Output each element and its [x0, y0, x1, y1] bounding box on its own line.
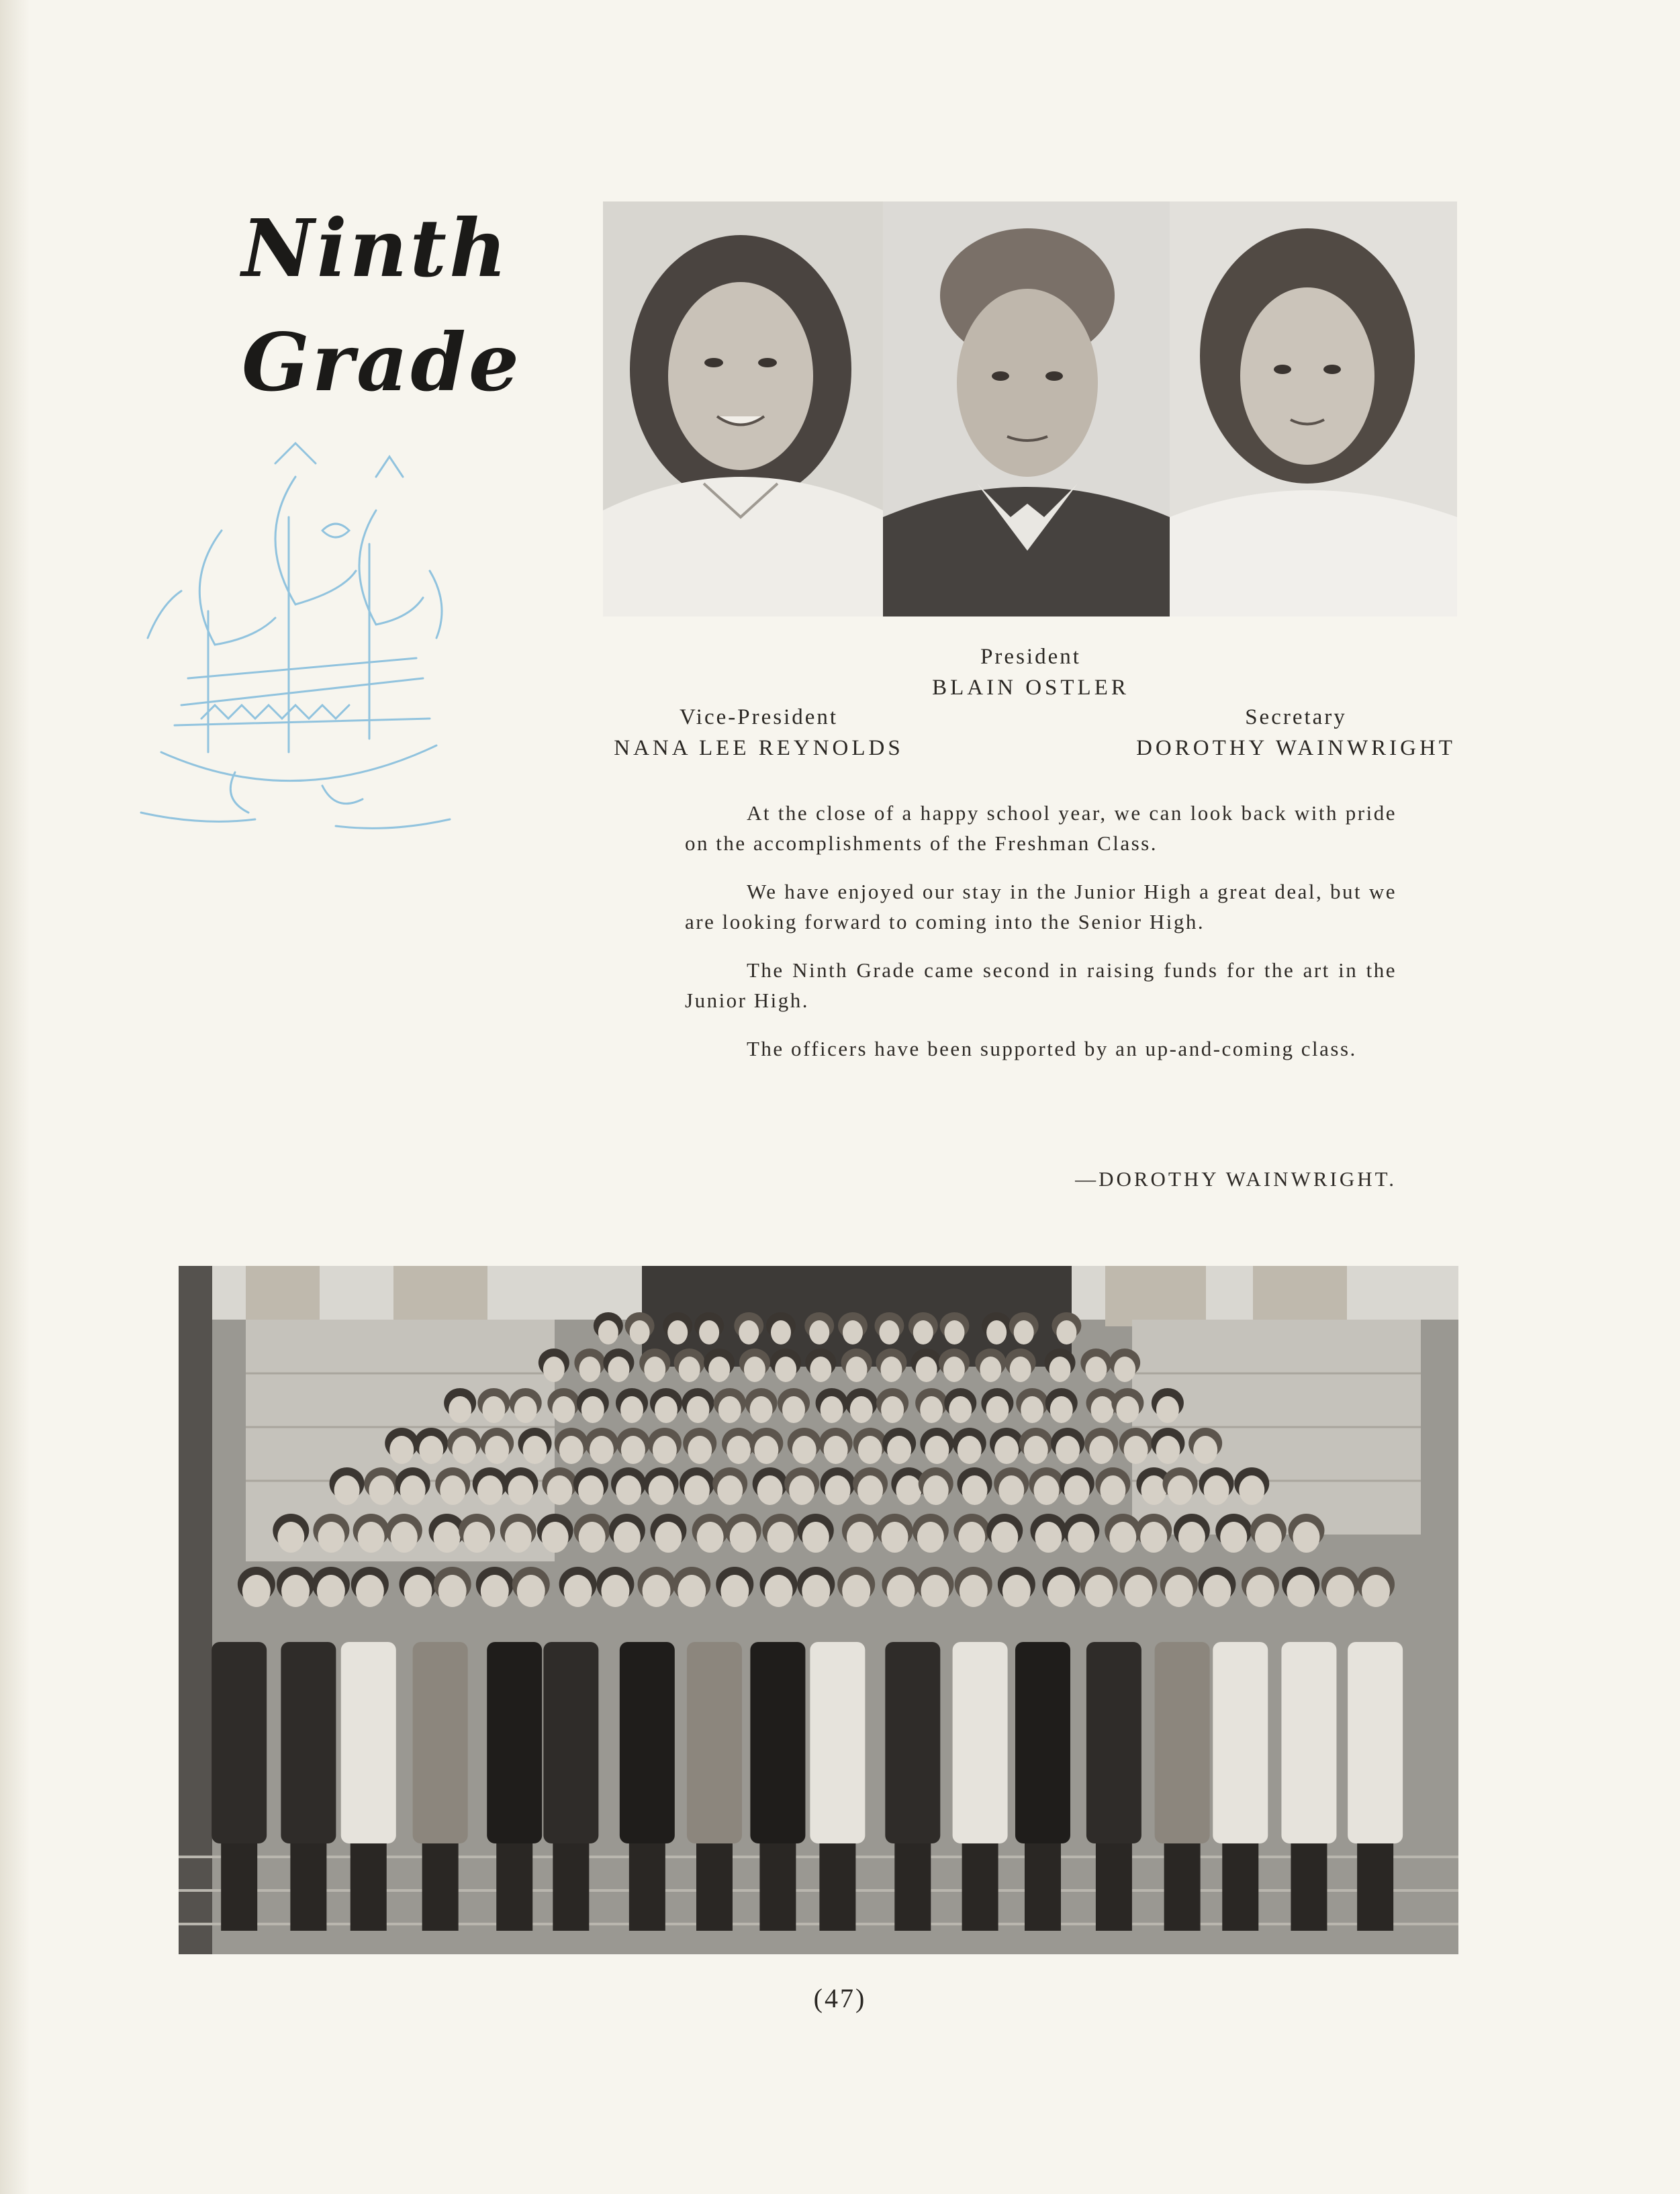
president-role: President: [980, 645, 1081, 669]
vice-president-portrait: [603, 201, 883, 616]
paragraph: At the close of a happy school year, we can look back with pride on the accomplishments of the Freshman Class.: [685, 801, 1397, 855]
class-group-photo: [179, 1266, 1458, 1954]
ship-sketch-illustration: [121, 437, 470, 839]
author-signature: —DOROTHY WAINWRIGHT.: [1075, 1167, 1397, 1191]
page-edge: [0, 0, 30, 2194]
secretary-portrait: [1170, 201, 1457, 616]
secretary-role: Secretary: [1245, 705, 1347, 729]
page-number: (47): [813, 1983, 867, 2013]
president-name: BLAIN OSTLER: [932, 676, 1129, 700]
page-title-line-2: Grade: [242, 316, 522, 409]
class-report-text: [685, 798, 1397, 1082]
secretary-caption: [1108, 702, 1484, 764]
vice-president-name: NANA LEE REYNOLDS: [614, 736, 904, 760]
paragraph: The officers have been supported by an up-and-coming class.: [747, 1037, 1357, 1060]
vice-president-role: Vice-President: [679, 705, 839, 729]
president-caption: [866, 641, 1195, 703]
secretary-name: DOROTHY WAINWRIGHT: [1136, 736, 1456, 760]
president-portrait: [883, 201, 1170, 616]
page-title-line-1: Ninth: [242, 201, 510, 295]
paragraph: The Ninth Grade came second in raising funds for the art in the Junior High.: [685, 958, 1397, 1012]
paragraph: We have enjoyed our stay in the Junior High a great deal, but we are looking forward to coming into the Senior High.: [685, 880, 1397, 933]
vice-president-caption: [584, 702, 933, 764]
